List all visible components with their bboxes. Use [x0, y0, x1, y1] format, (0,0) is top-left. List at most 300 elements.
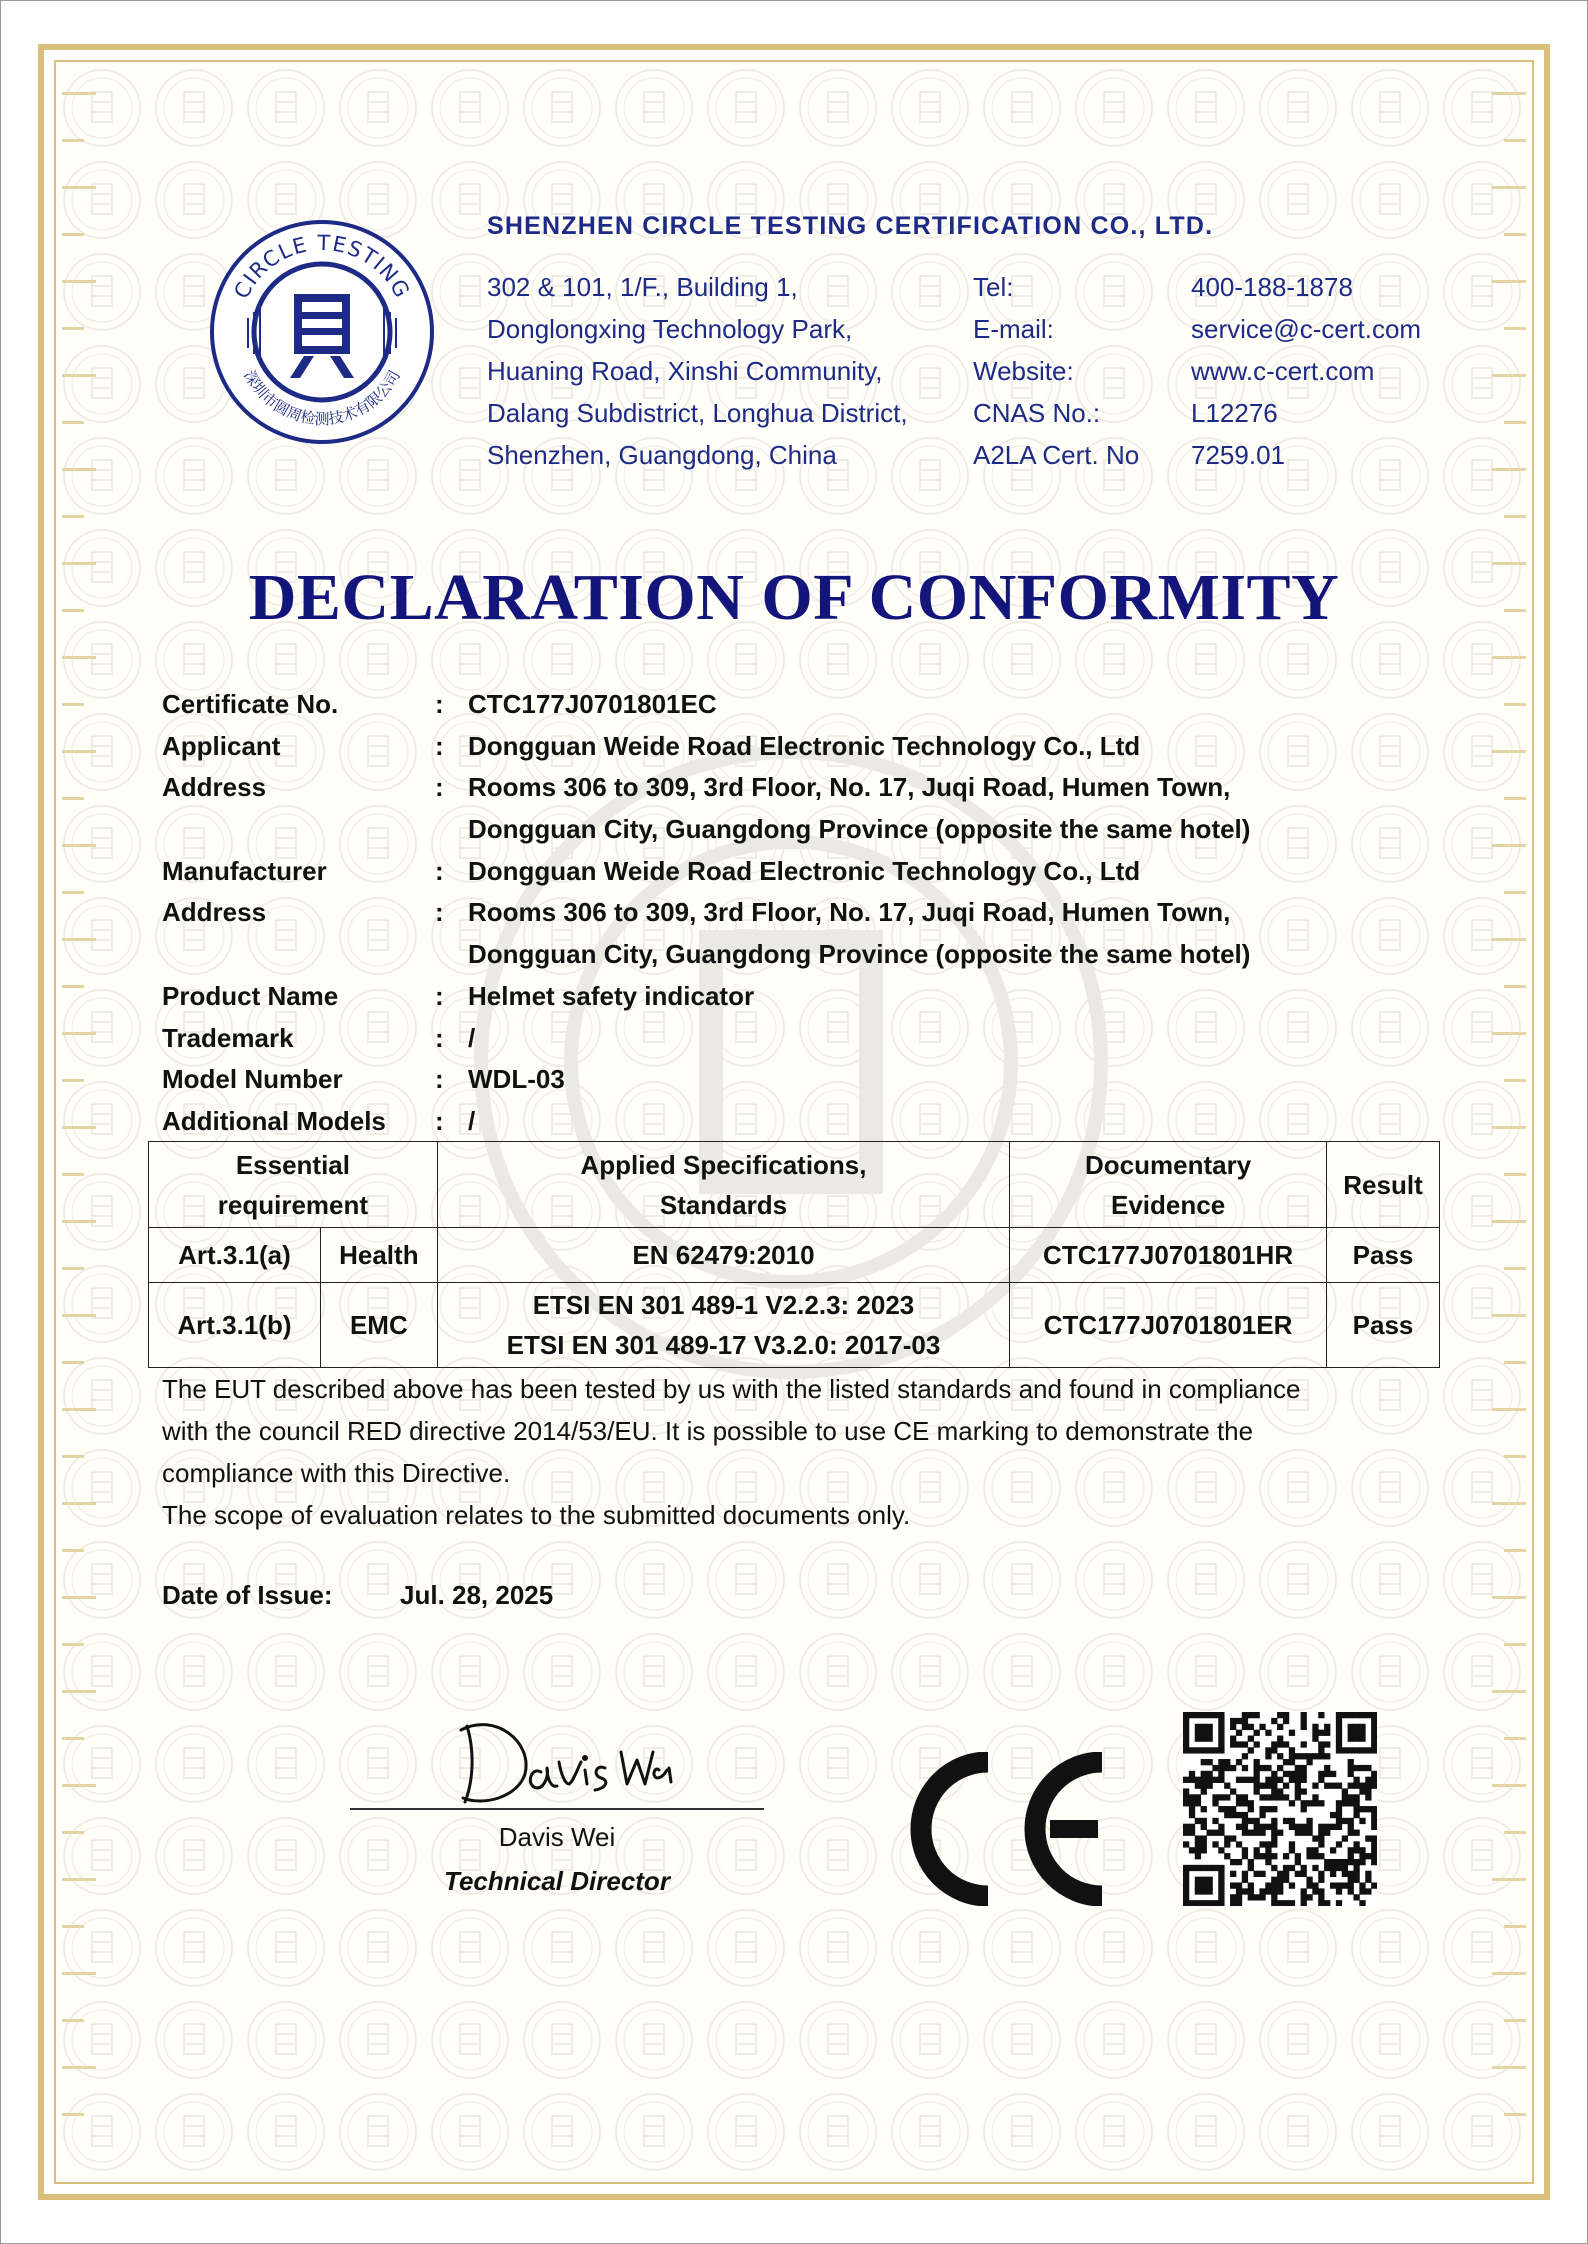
border-tick	[62, 844, 96, 847]
qr-module	[1312, 1882, 1318, 1888]
border-tick	[1492, 656, 1526, 659]
qr-module	[1183, 1900, 1189, 1906]
qr-module	[1289, 1847, 1295, 1853]
border-tick	[62, 1737, 84, 1740]
border-tick	[1504, 327, 1526, 330]
qr-module	[1365, 1835, 1371, 1841]
qr-module	[1183, 1882, 1189, 1888]
qr-module	[1295, 1765, 1301, 1771]
qr-module	[1271, 1824, 1277, 1830]
qr-module	[1201, 1730, 1207, 1736]
qr-module	[1301, 1894, 1307, 1900]
qr-module	[1230, 1871, 1236, 1877]
field-value	[468, 684, 717, 726]
qr-module	[1301, 1771, 1307, 1777]
qr-module	[1371, 1777, 1377, 1783]
qr-module	[1336, 1900, 1342, 1906]
qr-module	[1318, 1894, 1324, 1900]
border-tick	[1504, 233, 1526, 236]
qr-module	[1353, 1800, 1359, 1806]
border-tick	[62, 891, 84, 894]
compliance-statement	[162, 1368, 1442, 1536]
qr-module	[1336, 1747, 1342, 1753]
qr-module	[1365, 1871, 1371, 1877]
qr-module	[1371, 1806, 1377, 1812]
field-value-line: Dongguan Weide Road Electronic Technology Co., Ltd	[468, 855, 1141, 886]
qr-module	[1230, 1765, 1236, 1771]
field-value	[468, 767, 1250, 850]
qr-module	[1295, 1830, 1301, 1836]
qr-module	[1183, 1830, 1189, 1836]
field-label: Model Number	[162, 1064, 343, 1095]
border-tick	[1504, 1173, 1526, 1176]
qr-module	[1277, 1736, 1283, 1742]
field-label: Address	[162, 897, 267, 928]
qr-module	[1189, 1830, 1195, 1836]
qr-module	[1218, 1730, 1224, 1736]
qr-module	[1236, 1841, 1242, 1847]
qr-module	[1359, 1736, 1365, 1742]
qr-module	[1230, 1724, 1236, 1730]
qr-module	[1277, 1871, 1283, 1877]
qr-module	[1254, 1894, 1260, 1900]
qr-module	[1201, 1877, 1207, 1883]
field-colon: :	[435, 1064, 444, 1095]
qr-module	[1242, 1724, 1248, 1730]
field-colon: :	[435, 772, 444, 803]
qr-module	[1301, 1741, 1307, 1747]
qr-module	[1265, 1806, 1271, 1812]
qr-module	[1271, 1835, 1277, 1841]
qr-module	[1336, 1724, 1342, 1730]
qr-module	[1207, 1865, 1213, 1871]
qr-module	[1248, 1724, 1254, 1730]
qr-module	[1318, 1741, 1324, 1747]
qr-module	[1218, 1765, 1224, 1771]
qr-module	[1201, 1777, 1207, 1783]
qr-module	[1254, 1871, 1260, 1877]
qr-module	[1342, 1865, 1348, 1871]
qr-module	[1312, 1753, 1318, 1759]
qr-module	[1230, 1859, 1236, 1865]
border-tick	[1492, 1972, 1526, 1975]
border-tick	[62, 1690, 96, 1693]
qr-module	[1195, 1712, 1201, 1718]
border-tick	[1492, 1878, 1526, 1881]
qr-module	[1295, 1788, 1301, 1794]
qr-module	[1242, 1800, 1248, 1806]
qr-module	[1218, 1777, 1224, 1783]
qr-module	[1271, 1771, 1277, 1777]
qr-module	[1259, 1894, 1265, 1900]
qr-module	[1201, 1759, 1207, 1765]
qr-module	[1236, 1812, 1242, 1818]
qr-module	[1271, 1747, 1277, 1753]
qr-module	[1207, 1900, 1213, 1906]
qr-module	[1371, 1771, 1377, 1777]
qr-module	[1359, 1712, 1365, 1718]
qr-module	[1289, 1730, 1295, 1736]
qr-module	[1248, 1818, 1254, 1824]
qr-module	[1207, 1712, 1213, 1718]
qr-module	[1201, 1736, 1207, 1742]
qr-module	[1265, 1747, 1271, 1753]
qr-module	[1248, 1859, 1254, 1865]
qr-module	[1271, 1894, 1277, 1900]
qr-module	[1236, 1824, 1242, 1830]
qr-module	[1254, 1818, 1260, 1824]
border-tick	[62, 139, 84, 142]
qr-module	[1312, 1724, 1318, 1730]
qr-module	[1324, 1783, 1330, 1789]
qr-module	[1277, 1888, 1283, 1894]
qr-module	[1301, 1806, 1307, 1812]
qr-module	[1195, 1736, 1201, 1742]
qr-module	[1218, 1718, 1224, 1724]
qr-module	[1342, 1712, 1348, 1718]
qr-module	[1271, 1853, 1277, 1859]
qr-module	[1218, 1759, 1224, 1765]
qr-module	[1289, 1771, 1295, 1777]
qr-module	[1283, 1759, 1289, 1765]
field-row	[162, 976, 1442, 1018]
cell-standards: ETSI EN 301 489-1 V2.2.3: 2023 ETSI EN 301 489-17 V3.2.0: 2017-03	[437, 1283, 1009, 1368]
qr-module	[1336, 1824, 1342, 1830]
border-tick	[1504, 1267, 1526, 1270]
qr-module	[1265, 1859, 1271, 1865]
qr-module	[1371, 1847, 1377, 1853]
qr-module	[1195, 1882, 1201, 1888]
qr-module	[1289, 1777, 1295, 1783]
qr-module	[1359, 1747, 1365, 1753]
qr-module	[1254, 1830, 1260, 1836]
qr-module	[1348, 1824, 1354, 1830]
qr-module	[1336, 1806, 1342, 1812]
qr-module	[1195, 1747, 1201, 1753]
qr-module	[1207, 1877, 1213, 1883]
qr-module	[1201, 1783, 1207, 1789]
border-tick	[1492, 1408, 1526, 1411]
company-address-line: 302 & 101, 1/F., Building 1,	[487, 272, 798, 302]
qr-module	[1195, 1900, 1201, 1906]
qr-module	[1183, 1894, 1189, 1900]
qr-module	[1189, 1747, 1195, 1753]
qr-module	[1342, 1871, 1348, 1877]
border-tick	[62, 1455, 84, 1458]
qr-module	[1348, 1830, 1354, 1836]
qr-module	[1353, 1847, 1359, 1853]
qr-module	[1271, 1877, 1277, 1883]
handwritten-signature	[455, 1712, 675, 1822]
qr-module	[1248, 1712, 1254, 1718]
qr-module	[1301, 1718, 1307, 1724]
qr-module	[1242, 1765, 1248, 1771]
qr-module	[1353, 1724, 1359, 1730]
qr-module	[1201, 1900, 1207, 1906]
qr-module	[1183, 1877, 1189, 1883]
qr-module	[1212, 1747, 1218, 1753]
cell-evidence: CTC177J0701801HR	[1010, 1228, 1327, 1283]
qr-module	[1236, 1730, 1242, 1736]
qr-module	[1353, 1765, 1359, 1771]
qr-module	[1201, 1806, 1207, 1812]
qr-module	[1371, 1824, 1377, 1830]
qr-module	[1248, 1882, 1254, 1888]
cell-result: Pass	[1327, 1283, 1440, 1368]
qr-module	[1242, 1830, 1248, 1836]
qr-module	[1330, 1882, 1336, 1888]
contact-label: A2LA Cert. No	[973, 440, 1140, 470]
qr-module	[1212, 1712, 1218, 1718]
qr-module	[1271, 1788, 1277, 1794]
border-tick	[1504, 1925, 1526, 1928]
border-tick	[1504, 2019, 1526, 2022]
qr-module	[1195, 1783, 1201, 1789]
qr-module	[1183, 1824, 1189, 1830]
qr-module	[1348, 1853, 1354, 1859]
border-tick	[1504, 2113, 1526, 2116]
border-tick	[1492, 1596, 1526, 1599]
qr-module	[1195, 1847, 1201, 1853]
qr-module	[1283, 1712, 1289, 1718]
qr-module	[1218, 1741, 1224, 1747]
field-colon: :	[435, 1105, 444, 1136]
qr-module	[1265, 1841, 1271, 1847]
qr-module	[1283, 1818, 1289, 1824]
border-tick	[1504, 1643, 1526, 1646]
qr-module	[1218, 1900, 1224, 1906]
qr-module	[1236, 1882, 1242, 1888]
qr-module	[1289, 1759, 1295, 1765]
qr-module	[1265, 1783, 1271, 1789]
border-tick	[1492, 1690, 1526, 1693]
qr-module	[1301, 1800, 1307, 1806]
field-colon: :	[435, 730, 444, 761]
qr-module	[1359, 1818, 1365, 1824]
border-tick	[62, 92, 96, 95]
qr-module	[1306, 1830, 1312, 1836]
qr-module	[1371, 1718, 1377, 1724]
border-tick	[1492, 2066, 1526, 2069]
qr-module	[1301, 1824, 1307, 1830]
qr-module	[1224, 1759, 1230, 1765]
qr-module	[1359, 1765, 1365, 1771]
qr-module	[1306, 1882, 1312, 1888]
border-tick	[1492, 374, 1526, 377]
border-tick	[62, 2019, 84, 2022]
qr-module	[1271, 1888, 1277, 1894]
field-value	[468, 1059, 565, 1101]
qr-module	[1348, 1882, 1354, 1888]
qr-module	[1189, 1800, 1195, 1806]
qr-module	[1265, 1730, 1271, 1736]
qr-module	[1336, 1741, 1342, 1747]
qr-module	[1353, 1712, 1359, 1718]
field-colon: :	[435, 1022, 444, 1053]
qr-module	[1183, 1724, 1189, 1730]
qr-module	[1259, 1724, 1265, 1730]
qr-module	[1365, 1794, 1371, 1800]
qr-module	[1195, 1853, 1201, 1859]
qr-module	[1365, 1712, 1371, 1718]
qr-module	[1248, 1830, 1254, 1836]
qr-module	[1195, 1841, 1201, 1847]
company-address-line: Donglongxing Technology Park,	[487, 314, 853, 344]
right-border-ticks	[1492, 92, 1532, 2152]
qr-module	[1248, 1865, 1254, 1871]
border-tick	[62, 1549, 84, 1552]
border-tick	[1504, 891, 1526, 894]
field-row	[162, 1059, 1442, 1101]
qr-module	[1348, 1759, 1354, 1765]
contact-value: 7259.01	[1191, 440, 1285, 470]
qr-module	[1301, 1753, 1307, 1759]
qr-module	[1336, 1783, 1342, 1789]
qr-module	[1242, 1777, 1248, 1783]
qr-module	[1324, 1741, 1330, 1747]
border-tick	[62, 1925, 84, 1928]
qr-module	[1254, 1853, 1260, 1859]
qr-module	[1318, 1771, 1324, 1777]
qr-module	[1353, 1859, 1359, 1865]
qr-module	[1236, 1741, 1242, 1747]
signer-name: Davis Wei	[498, 1822, 616, 1852]
border-tick	[62, 1220, 96, 1223]
border-tick	[1504, 1079, 1526, 1082]
qr-module	[1242, 1824, 1248, 1830]
qr-module	[1330, 1783, 1336, 1789]
qr-module	[1265, 1888, 1271, 1894]
qr-module	[1289, 1865, 1295, 1871]
field-value-line: Rooms 306 to 309, 3rd Floor, No. 17, Juqi Road, Humen Town,	[468, 772, 1231, 803]
qr-module	[1218, 1736, 1224, 1742]
qr-module	[1312, 1794, 1318, 1800]
qr-module	[1348, 1871, 1354, 1877]
qr-module	[1195, 1888, 1201, 1894]
qr-module	[1218, 1865, 1224, 1871]
qr-module	[1254, 1759, 1260, 1765]
qr-module	[1189, 1771, 1195, 1777]
qr-module	[1183, 1741, 1189, 1747]
qr-module	[1254, 1741, 1260, 1747]
statement-line: with the council RED directive 2014/53/EU. It is possible to use CE marking to demonstrate the	[162, 1416, 1254, 1446]
qr-module	[1336, 1718, 1342, 1724]
qr-module	[1218, 1882, 1224, 1888]
qr-module	[1189, 1777, 1195, 1783]
cell-requirement: EMC	[320, 1283, 437, 1368]
qr-module	[1312, 1736, 1318, 1742]
qr-module	[1365, 1765, 1371, 1771]
qr-module	[1336, 1888, 1342, 1894]
qr-module	[1306, 1818, 1312, 1824]
qr-module	[1336, 1730, 1342, 1736]
qr-module	[1259, 1794, 1265, 1800]
border-tick	[1504, 515, 1526, 518]
qr-module	[1195, 1794, 1201, 1800]
header-essential-requirement: Essential requirement	[149, 1142, 438, 1228]
field-row	[162, 851, 1442, 893]
border-tick	[1504, 1831, 1526, 1834]
qr-module	[1271, 1841, 1277, 1847]
field-label: Trademark	[162, 1022, 294, 1053]
qr-module	[1212, 1765, 1218, 1771]
border-tick	[62, 750, 96, 753]
qr-module	[1207, 1747, 1213, 1753]
qr-module	[1195, 1818, 1201, 1824]
qr-module	[1230, 1718, 1236, 1724]
cell-article: Art.3.1(a)	[149, 1228, 321, 1283]
qr-module	[1289, 1747, 1295, 1753]
border-tick	[62, 374, 96, 377]
statement-line: The scope of evaluation relates to the submitted documents only.	[162, 1500, 911, 1530]
qr-module	[1259, 1871, 1265, 1877]
qr-module	[1265, 1765, 1271, 1771]
qr-module	[1348, 1859, 1354, 1865]
qr-module	[1283, 1771, 1289, 1777]
qr-module	[1295, 1771, 1301, 1777]
border-tick	[62, 186, 96, 189]
verification-qr-code	[1183, 1712, 1377, 1906]
qr-module	[1283, 1865, 1289, 1871]
field-label: Product Name	[162, 980, 339, 1011]
border-tick	[1492, 844, 1526, 847]
qr-module	[1330, 1847, 1336, 1853]
qr-module	[1248, 1806, 1254, 1812]
qr-module	[1324, 1900, 1330, 1906]
border-tick	[1492, 1784, 1526, 1787]
qr-module	[1277, 1777, 1283, 1783]
qr-module	[1201, 1788, 1207, 1794]
border-tick	[1504, 1549, 1526, 1552]
qr-module	[1318, 1730, 1324, 1736]
qr-module	[1265, 1794, 1271, 1800]
qr-module	[1365, 1788, 1371, 1794]
qr-module	[1330, 1812, 1336, 1818]
qr-module	[1277, 1765, 1283, 1771]
qr-module	[1201, 1847, 1207, 1853]
border-tick	[62, 1267, 84, 1270]
qr-module	[1254, 1765, 1260, 1771]
border-tick	[62, 233, 84, 236]
qr-module	[1342, 1788, 1348, 1794]
field-value-line: WDL-03	[468, 1064, 565, 1095]
qr-module	[1236, 1859, 1242, 1865]
border-tick	[1504, 797, 1526, 800]
border-tick	[1492, 1126, 1526, 1129]
qr-module	[1365, 1877, 1371, 1883]
border-tick	[62, 280, 96, 283]
qr-module	[1277, 1882, 1283, 1888]
contact-value: www.c-cert.com	[1191, 356, 1375, 386]
qr-module	[1336, 1812, 1342, 1818]
border-tick	[1504, 703, 1526, 706]
border-tick	[1504, 421, 1526, 424]
field-row	[162, 892, 1442, 975]
qr-module	[1371, 1882, 1377, 1888]
qr-module	[1195, 1730, 1201, 1736]
qr-module	[1218, 1724, 1224, 1730]
qr-module	[1295, 1859, 1301, 1865]
qr-module	[1236, 1894, 1242, 1900]
qr-module	[1212, 1900, 1218, 1906]
qr-module	[1306, 1894, 1312, 1900]
qr-module	[1324, 1724, 1330, 1730]
qr-module	[1189, 1824, 1195, 1830]
qr-module	[1271, 1718, 1277, 1724]
qr-module	[1183, 1712, 1189, 1718]
qr-module	[1289, 1818, 1295, 1824]
qr-module	[1342, 1800, 1348, 1806]
